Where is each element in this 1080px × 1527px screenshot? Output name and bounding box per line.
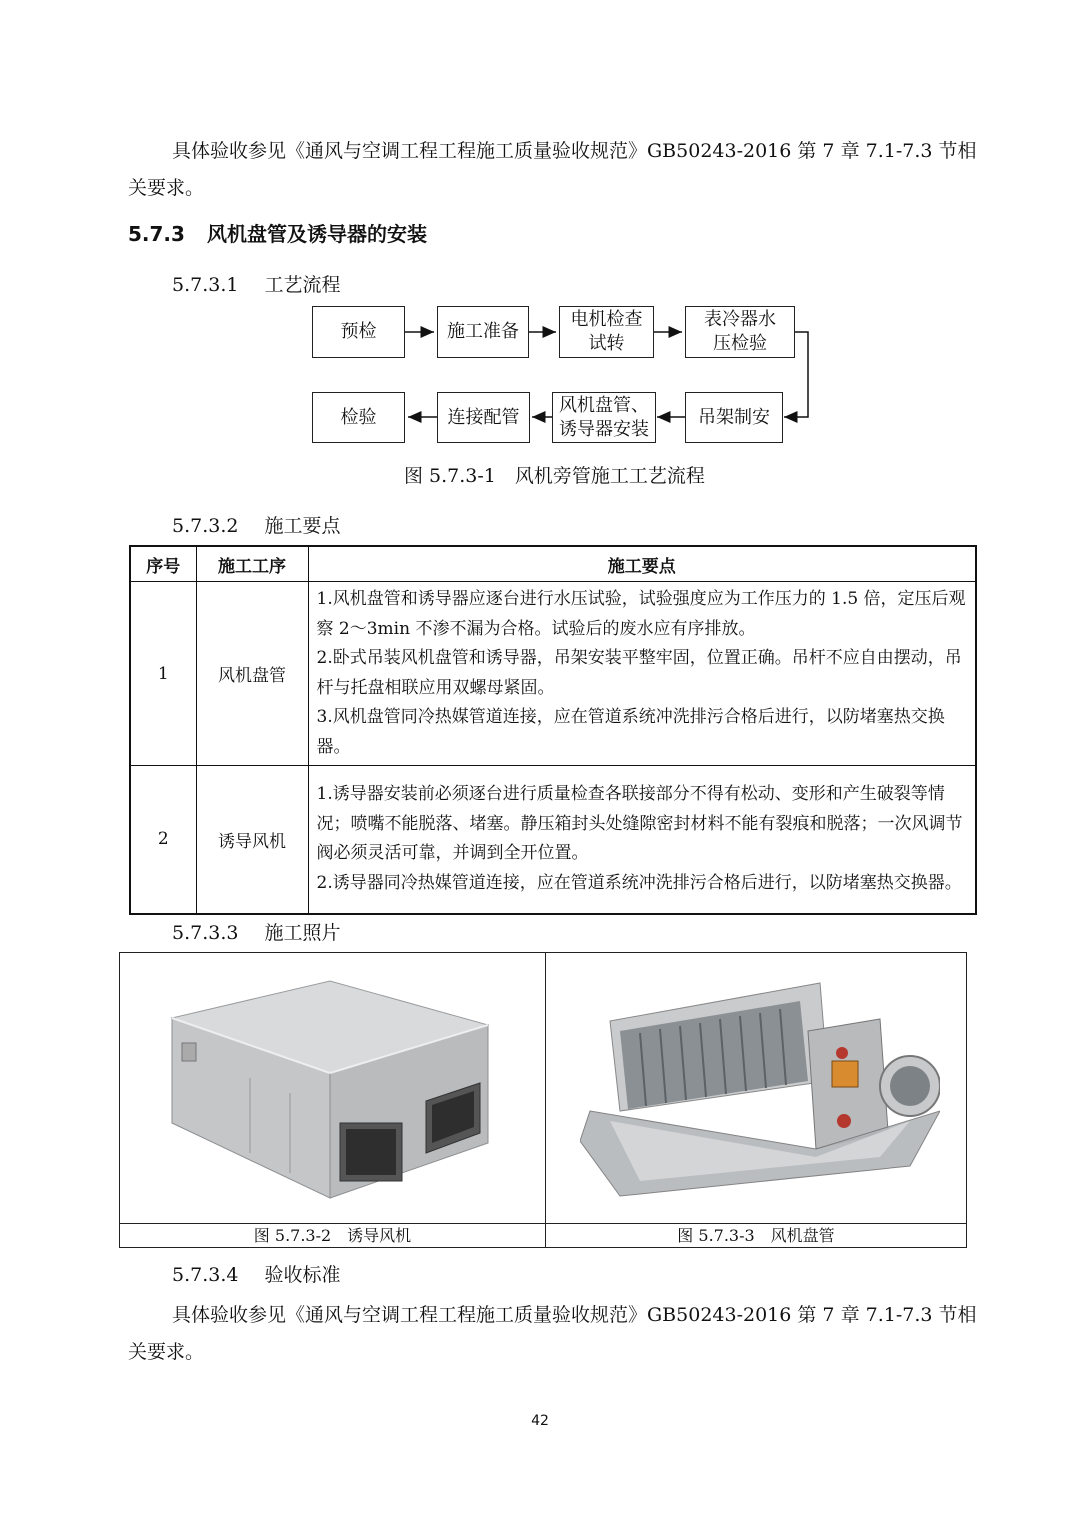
- row-no: 1: [130, 582, 196, 766]
- subsection-title: 验收标准: [264, 1264, 341, 1286]
- table-header-row: [130, 546, 976, 582]
- intro-paragraph: 具体验收参见《通风与空调工程工程施工质量验收规范》GB50243-2016 第 7 章 7.1-7.3 节相关要求。: [128, 140, 977, 199]
- photo-caption-fan-coil: 图 5.7.3-3 风机盘管: [677, 1226, 835, 1245]
- row-no: 2: [130, 766, 196, 914]
- page-number: 42: [531, 1413, 549, 1429]
- flow-arrows: [0, 0, 1080, 460]
- photo-caption-induction-fan: 图 5.7.3-2 诱导风机: [253, 1226, 412, 1245]
- subsection-title: 工艺流程: [264, 274, 341, 296]
- closing-paragraph: 具体验收参见《通风与空调工程工程施工质量验收规范》GB50243-2016 第 7 章 7.1-7.3 节相关要求。: [128, 1304, 977, 1363]
- section-title: 风机盘管及诱导器的安装: [206, 222, 427, 246]
- induction-fan-photo: [150, 973, 510, 1213]
- subsection-acceptance: [172, 1260, 341, 1287]
- flow-step-preparation: 施工准备: [437, 306, 529, 358]
- section-number: 5.7.3: [128, 222, 185, 246]
- row-points: [308, 766, 976, 914]
- row-points: [308, 582, 976, 766]
- flow-caption: 图 5.7.3-1 风机旁管施工工艺流程: [404, 465, 705, 487]
- table-row: [130, 766, 976, 914]
- construction-points-table: [129, 545, 977, 915]
- point-item: 1.风机盘管和诱导器应逐台进行水压试验，试验强度应为工作压力的 1.5 倍，定压后观察 2～3min 不渗不漏为合格。试验后的废水应有序排放。: [316, 589, 966, 639]
- flow-step-piping: 连接配管: [437, 392, 530, 443]
- point-item: 3.风机盘管同冷热媒管道连接，应在管道系统冲洗排污合格后进行，以防堵塞热交换器。: [316, 707, 945, 757]
- subsection-key-points: [172, 511, 341, 538]
- table-row: [130, 582, 976, 766]
- subsection-title: 施工要点: [264, 515, 341, 537]
- flow-step-precheck: 预检: [312, 306, 405, 358]
- subsection-number: 5.7.3.4: [172, 1264, 239, 1286]
- row-process: 诱导风机: [196, 766, 308, 914]
- point-item: 2.诱导器同冷热媒管道连接，应在管道系统冲洗排污合格后进行，以防堵塞热交换器。: [316, 872, 962, 893]
- header-points: 施工要点: [308, 546, 976, 582]
- point-item: 1.诱导器安装前必须逐台进行质量检查各联接部分不得有松动、变形和产生破裂等情况；喷嘴不能脱落、堵塞。静压箱封头处缝隙密封材料不能有裂痕和脱落；一次风调节阀必须灵活可靠，并调到全开位置。: [316, 784, 963, 864]
- point-item: 2.卧式吊装风机盘管和诱导器，吊架安装平整牢固，位置正确。吊杆不应自由摆动，吊杆与托盘相联应用双螺母紧固。: [316, 648, 962, 698]
- flow-step-inspection: 检验: [312, 392, 405, 443]
- subsection-title: 施工照片: [264, 922, 341, 944]
- flow-step-install: 风机盘管、诱导器安装: [552, 392, 656, 443]
- row-process: 风机盘管: [196, 582, 308, 766]
- photo-divider: [545, 953, 546, 1247]
- header-process: 施工工序: [196, 546, 308, 582]
- flow-step-hanger: 吊架制安: [685, 392, 783, 443]
- subsection-photos: [172, 918, 341, 945]
- subsection-number: 5.7.3.1: [172, 274, 239, 296]
- flow-step-coil-pressure-test: 表冷器水压检验: [685, 306, 795, 358]
- photo-table: [119, 952, 967, 1248]
- subsection-number: 5.7.3.2: [172, 515, 239, 537]
- subsection-number: 5.7.3.3: [172, 922, 239, 944]
- header-no: 序号: [130, 546, 196, 582]
- fan-coil-photo: [580, 971, 940, 1211]
- flow-step-motor-test: 电机检查试转: [559, 306, 654, 358]
